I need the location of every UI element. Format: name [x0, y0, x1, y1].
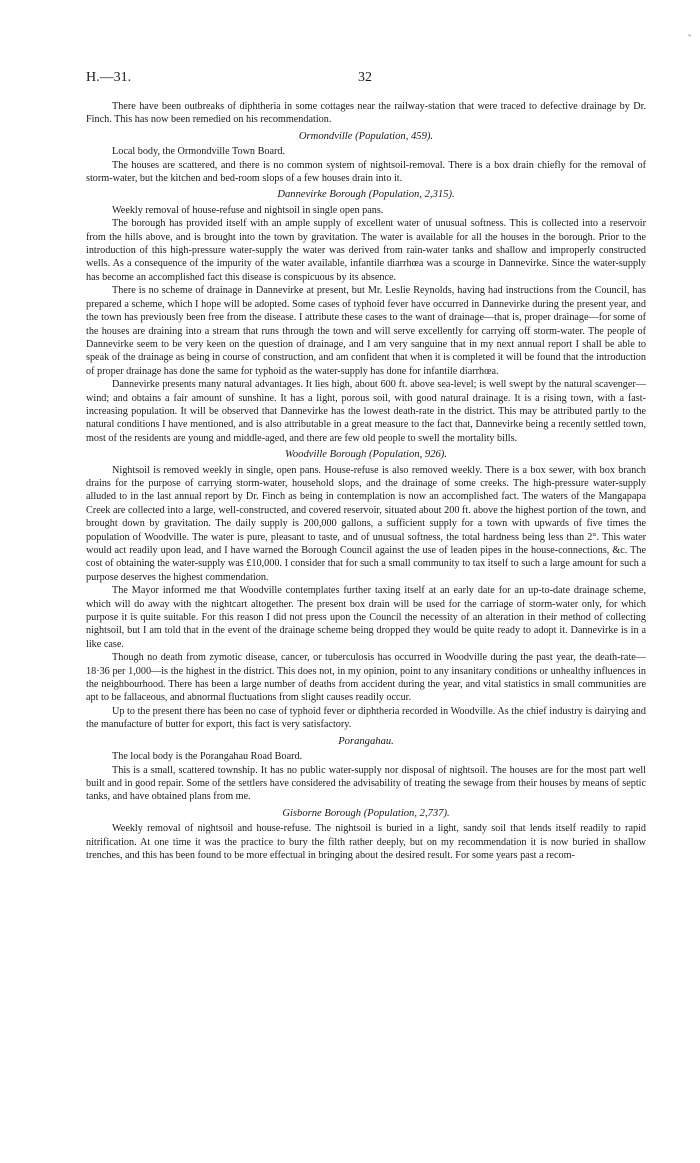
paragraph: There have been outbreaks of diphtheria in some cottages near the railway-station that were traced to defective drainage by Dr. Finch. This has now been remedied on his recommendation. — [86, 101, 646, 126]
document-code: H.—31. — [86, 70, 132, 85]
section-heading-porangahau: Porangahau. — [338, 735, 394, 747]
paragraph: The local body is the Porangahau Road Board. — [112, 751, 303, 763]
paragraph: There is no scheme of drainage in Dannevirke at present, but Mr. Leslie Reynolds, having had instructions from the Council, has prepared a scheme, which I hope will be adopted. Some cases of typhoid fever have occurred in Dannevirke during the present year, and the town has previously been free from the disease. I attribute these cases to the want of drainage—that is, proper drainage—for some of the houses are draining into a stream that runs through the town and will serve excellently for carrying off storm-water. The people of Dannevirke seem to be very keen on the question of drainage, and I am very sanguine that in my next annual report I shall be able to speak of the drainage as being in course of construction, and am confident that when it is completed it will be found that the introduction of proper drainage has done the same for typhoid as the water-supply has done for infantile diarrhœa. — [86, 285, 646, 377]
paragraph: Dannevirke presents many natural advantages. It lies high, about 600 ft. above sea-level; is well swept by the natural scavenger—wind; and obtains a fair amount of sunshine. It has a light, porous soil, with good natural drainage. It is a rising town, with a fast-increasing population. It will be observed that Dannevirke has the lowest death-rate in the district. This may be attributed partly to the natural conditions I have mentioned, and is also attributable in a great measure to the fact that, Dannevirke being a recently settled town, most of the residents are young and middle-aged, and there are few old people to swell the mortality bills. — [86, 379, 646, 444]
paragraph: Local body, the Ormondville Town Board. — [112, 146, 286, 158]
paragraph: The borough has provided itself with an ample supply of excellent water of unusual softness. This is collected into a reservoir from the hills above, and is brought into the town by gravitation. The water is available for all the houses in the borough. Prior to the introduction of this high-pressure water-supply the water was derived from rain-water tanks and shallow and improperly constructed wells. As a consequence of the impurity of the water available, infantile diarrhœa was a scourge in Dannevirke. Since the water-supply has become an accomplished fact this disease is conspicuous by its absence. — [86, 218, 646, 283]
body-text — [86, 100, 646, 862]
page-edge-mark: ◦ — [688, 30, 692, 40]
paragraph: Up to the present there has been no case of typhoid fever or diphtheria recorded in Woodville. As the chief industry is dairying and the manufacture of butter for export, this fact is very satisfactory. — [86, 705, 646, 731]
paragraph: Though no death from zymotic disease, cancer, or tuberculosis has occurred in Woodville during the past year, the death-rate—18·36 per 1,000—is the highest in the district. This does not, in my opinion, point to any insanitary conditions or unhealthy influences in the neighbourhood. There has been a large number of deaths from accident during the year, and vital statistics in small communities are apt to be fallaceous, and abnormal fluctuations from slight causes readily occur. — [86, 652, 646, 704]
page-number: 32 — [358, 70, 372, 85]
paragraph: This is a small, scattered township. It has no public water-supply nor disposal of nightsoil. The houses are for the most part well built and in good repair. Some of the settlers have considered the advisability of treating the sewage from their houses by means of septic tanks, and have obtained plans from me. — [86, 764, 646, 803]
section-heading-dannevirke: Dannevirke Borough (Population, 2,315). — [277, 189, 455, 201]
paragraph: Nightsoil is removed weekly in single, open pans. House-refuse is also removed weekly. There is a box sewer, with box branch drains for the purpose of carrying storm-water, household slops, and the drainage of some creeks. The high-pressure water-supply alluded to in the last annual report by Dr. Finch as being in contemplation is now an accomplished fact. The waters of the Mangapapa Creek are collected into a large, well-constructed, and covered reservoir, situated about 200 ft. above the highest portion of the town, and brought down by gravitation. The daily supply is 200,000 gallons, a sufficient supply for a town with upwards of five times the population of Woodville. The water is pure, pleasant to taste, and of unusual softness, the total hardness being less than 2°. This water would act readily upon lead, and I have warned the Borough Council against the use of leaden pipes in the house-connections, &c. The cost of obtaining the water-supply was £10,000. I consider that for such a small community to tax itself to such a large amount for such a purpose deserves the highest commendation. — [86, 464, 646, 583]
page-header — [86, 70, 646, 90]
paragraph: Weekly removal of nightsoil and house-refuse. The nightsoil is buried in a light, sandy soil that lends itself readily to rapid nitrification. At one time it was the practice to bury the filth rather deeply, but on my recommendation it is now buried in shallow trenches, and this has been found to be more effectual in bringing about the desired result. For some years past a recom- — [86, 823, 646, 861]
section-heading-ormondville: Ormondville (Population, 459). — [298, 130, 434, 142]
paragraph: The Mayor informed me that Woodville contemplates further taxing itself at an early date for an up-to-date drainage scheme, which will do away with the nightcart altogether. The present box drain will be used for the carriage of storm-water only, for which purpose it is quite suitable. For this reason I did not press upon the Council the necessity of an alteration in their method of collecting nightsoil, but I am told that in the event of the drainage scheme being dropped they would be quite ready to adopt it. Dannevirke is in a like case. — [86, 585, 646, 650]
paragraph: The houses are scattered, and there is no common system of nightsoil-removal. There is a box drain chiefly for the removal of storm-water, but the kitchen and bed-room slops of a few houses drain into it. — [86, 159, 646, 185]
paragraph: Weekly removal of house-refuse and nightsoil in single open pans. — [112, 204, 384, 216]
section-heading-gisborne: Gisborne Borough (Population, 2,737). — [282, 807, 450, 819]
section-heading-woodville: Woodville Borough (Population, 926). — [285, 449, 447, 461]
